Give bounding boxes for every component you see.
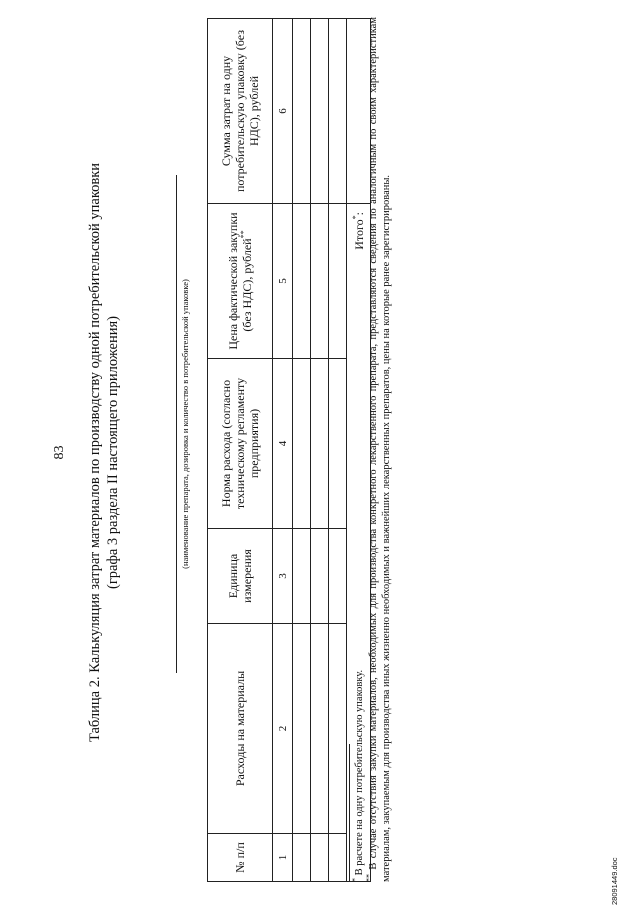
table-cell bbox=[311, 624, 329, 834]
table-title bbox=[86, 0, 122, 905]
table-cell bbox=[329, 204, 347, 359]
header-price-mark: ** bbox=[239, 230, 248, 239]
footnote-separator bbox=[349, 744, 350, 882]
table-title-line-1: Таблица 2. Калькуляция затрат материалов по производству одной потребительской упаковки bbox=[87, 162, 103, 743]
table-cell bbox=[311, 204, 329, 359]
table-cell bbox=[293, 834, 311, 882]
column-number-row bbox=[273, 19, 293, 882]
table-cell bbox=[329, 529, 347, 624]
table-cell bbox=[311, 19, 329, 204]
footnote-2-mark: ** bbox=[364, 874, 374, 882]
document-filename: 28091449.doc bbox=[610, 857, 619, 905]
drug-name-fill-line bbox=[176, 175, 177, 673]
column-number: 3 bbox=[273, 529, 293, 624]
table-row bbox=[311, 19, 329, 882]
header-cell-number: № п/п bbox=[208, 834, 273, 882]
column-number: 5 bbox=[273, 204, 293, 359]
table-cell bbox=[293, 204, 311, 359]
header-price-text: Цена фактической закупки (без НДС), рублей bbox=[226, 212, 254, 350]
table-header-row bbox=[208, 19, 273, 882]
table-row bbox=[293, 19, 311, 882]
table-cell bbox=[293, 529, 311, 624]
header-cell-unit: Единица измерения bbox=[208, 529, 273, 624]
table-cell bbox=[329, 359, 347, 529]
table-title-line-2: (графа 3 раздела II настоящего приложения) bbox=[105, 316, 121, 589]
table-cell bbox=[311, 529, 329, 624]
table-cell bbox=[329, 624, 347, 834]
column-number: 4 bbox=[273, 359, 293, 529]
footnote-2-text: В случае отсутствия закупки материалов, необходимых для производства конкретного лекарственного препарата, представляются сведения по аналогичным по своим характеристикам материалам, закупаемым для производства иных жизненно необходимых и важнейших лекарственных препаратов, цены на которые ранее зарегистрированы. bbox=[368, 17, 392, 882]
header-cell-sum: Сумма затрат на одну потребительскую упаковку (без НДС), рублей bbox=[208, 19, 273, 204]
total-colon: : bbox=[351, 212, 366, 216]
column-number: 1 bbox=[273, 834, 293, 882]
materials-cost-table bbox=[207, 18, 371, 882]
table-cell bbox=[311, 834, 329, 882]
table-cell bbox=[293, 624, 311, 834]
page-number: 83 bbox=[52, 445, 67, 460]
column-number: 6 bbox=[273, 19, 293, 204]
table-cell bbox=[329, 834, 347, 882]
header-cell-materials: Расходы на материалы bbox=[208, 624, 273, 834]
footnote-1 bbox=[350, 17, 366, 882]
footnote-1-mark: * bbox=[350, 878, 360, 882]
table-row bbox=[329, 19, 347, 882]
header-cell-norm: Норма расхода (согласно техническому регламенту предприятия) bbox=[208, 359, 273, 529]
table-cell bbox=[329, 19, 347, 204]
table-cell bbox=[293, 359, 311, 529]
drug-name-caption: (наименование препарата, дозировка и количество в потребительской упаковке) bbox=[180, 279, 190, 569]
total-label: Итого bbox=[351, 219, 366, 250]
total-mark: * bbox=[350, 215, 360, 220]
table-cell bbox=[311, 359, 329, 529]
header-cell-price bbox=[208, 204, 273, 359]
footnote-1-text: В расчете на одну потребительскую упаковку. bbox=[354, 669, 365, 876]
column-number: 2 bbox=[273, 624, 293, 834]
table-cell bbox=[293, 19, 311, 204]
footnote-2 bbox=[364, 17, 393, 882]
